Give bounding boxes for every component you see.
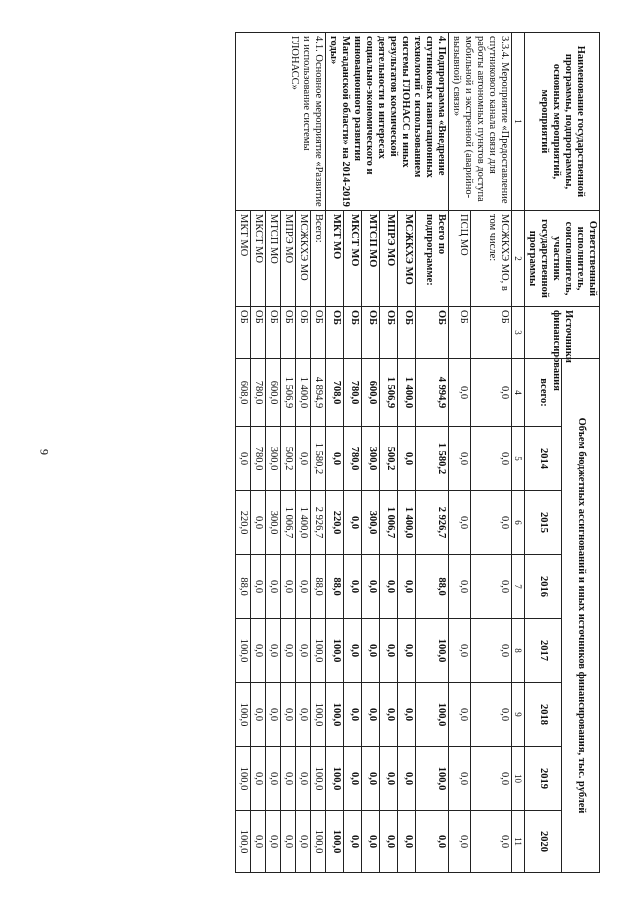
value-cell: 0,0 [344, 747, 362, 811]
value-cell: 0,0 [471, 747, 512, 811]
value-cell: 0,0 [296, 747, 311, 811]
value-cell: 0,0 [449, 427, 472, 491]
value-cell: 1 400,0 [398, 359, 416, 427]
source-cell: ОБ [326, 307, 344, 359]
value-cell: 500,2 [281, 427, 296, 491]
value-cell: 2 926,7 [416, 491, 449, 555]
value-cell: 1 580,2 [311, 427, 326, 491]
value-cell: 100,0 [236, 811, 251, 873]
value-cell: 1 506,9 [380, 359, 398, 427]
value-cell: 0,0 [362, 619, 380, 683]
value-cell: 0,0 [344, 491, 362, 555]
header-year: 2016 [525, 555, 563, 619]
column-index: 10 [512, 747, 525, 811]
header-year: 2014 [525, 427, 563, 491]
page-number: 9 [37, 449, 52, 455]
value-cell: 0,0 [471, 359, 512, 427]
value-cell: 1 400,0 [296, 491, 311, 555]
value-cell: 1 006,7 [380, 491, 398, 555]
executor-cell: МСЖКХЭ МО [296, 211, 311, 307]
column-index: 6 [512, 491, 525, 555]
value-cell: 600,0 [266, 359, 281, 427]
value-cell: 0,0 [449, 555, 472, 619]
header-year: 2017 [525, 619, 563, 683]
value-cell: 100,0 [416, 747, 449, 811]
executor-cell: МСЖКХЭ МО [398, 211, 416, 307]
value-cell: 0,0 [398, 683, 416, 747]
value-cell: 0,0 [398, 555, 416, 619]
value-cell: 0,0 [380, 747, 398, 811]
value-cell: 0,0 [471, 555, 512, 619]
table-row [416, 33, 449, 873]
program-name: 4. Подпрограмма «Внедрение спутниковых навигационных технологий с использованием системы ГЛОНАСС и иных результатов космической деятельности в интересах социально-экономического и инновационного развития Магаданской области» на 2014-2019 годы» [326, 33, 449, 211]
source-cell: ОБ [281, 307, 296, 359]
value-cell: 100,0 [311, 747, 326, 811]
source-cell: ОБ [236, 307, 251, 359]
table-body [236, 33, 512, 873]
column-index: 3 [512, 307, 525, 359]
source-cell: ОБ [416, 307, 449, 359]
value-cell: 0,0 [398, 427, 416, 491]
value-cell: 0,0 [362, 747, 380, 811]
value-cell: 100,0 [236, 619, 251, 683]
value-cell: 0,0 [281, 747, 296, 811]
source-cell: ОБ [471, 307, 512, 359]
value-cell: 0,0 [296, 683, 311, 747]
source-cell: ОБ [251, 307, 266, 359]
value-cell: 1 006,7 [281, 491, 296, 555]
value-cell: 0,0 [236, 427, 251, 491]
value-cell: 0,0 [266, 683, 281, 747]
executor-cell: Всего: [311, 211, 326, 307]
value-cell: 0,0 [398, 811, 416, 873]
value-cell: 0,0 [266, 811, 281, 873]
column-index: 8 [512, 619, 525, 683]
value-cell: 0,0 [344, 811, 362, 873]
value-cell: 0,0 [296, 811, 311, 873]
column-index: 1 [512, 33, 525, 211]
value-cell: 0,0 [344, 619, 362, 683]
value-cell: 0,0 [380, 811, 398, 873]
value-cell: 220,0 [326, 491, 344, 555]
value-cell: 0,0 [449, 811, 472, 873]
value-cell: 100,0 [311, 619, 326, 683]
value-cell: 0,0 [449, 683, 472, 747]
value-cell: 0,0 [449, 747, 472, 811]
source-cell: ОБ [398, 307, 416, 359]
header-year: 2015 [525, 491, 563, 555]
executor-cell: ПСЦ МО [449, 211, 472, 307]
value-cell: 0,0 [266, 619, 281, 683]
source-cell: ОБ [362, 307, 380, 359]
value-cell: 0,0 [281, 811, 296, 873]
value-cell: 0,0 [380, 555, 398, 619]
value-cell: 300,0 [266, 491, 281, 555]
table-row [311, 33, 326, 873]
source-cell: ОБ [296, 307, 311, 359]
value-cell: 4 994,9 [416, 359, 449, 427]
value-cell: 0,0 [449, 359, 472, 427]
value-cell: 780,0 [344, 359, 362, 427]
value-cell: 100,0 [236, 747, 251, 811]
value-cell: 300,0 [362, 427, 380, 491]
executor-cell: МКСТ МО [344, 211, 362, 307]
value-cell: 500,2 [380, 427, 398, 491]
value-cell: 100,0 [311, 683, 326, 747]
value-cell: 0,0 [449, 491, 472, 555]
executor-cell: МПРЭ МО [281, 211, 296, 307]
value-cell: 0,0 [266, 747, 281, 811]
header-funding: Объем бюджетных ассигнований и иных источников финансирования, тыс. рублей [562, 359, 600, 873]
column-index: 2 [512, 211, 525, 307]
value-cell: 300,0 [266, 427, 281, 491]
value-cell: 0,0 [471, 491, 512, 555]
value-cell: 0,0 [471, 619, 512, 683]
value-cell: 300,0 [362, 491, 380, 555]
column-index: 5 [512, 427, 525, 491]
value-cell: 600,0 [362, 359, 380, 427]
value-cell: 0,0 [281, 683, 296, 747]
value-cell: 88,0 [416, 555, 449, 619]
value-cell: 0,0 [281, 555, 296, 619]
value-cell: 0,0 [398, 619, 416, 683]
executor-cell: МТСП МО [266, 211, 281, 307]
value-cell: 0,0 [281, 619, 296, 683]
value-cell: 100,0 [326, 811, 344, 873]
source-cell: ОБ [311, 307, 326, 359]
value-cell: 220,0 [236, 491, 251, 555]
value-cell: 0,0 [471, 683, 512, 747]
program-name: 4.1. Основное мероприятие «Развитие и использование системы ГЛОНАСС» [236, 33, 326, 211]
value-cell: 1 400,0 [296, 359, 311, 427]
source-cell: ОБ [380, 307, 398, 359]
header-year: всего: [525, 359, 563, 427]
column-index: 9 [512, 683, 525, 747]
value-cell: 100,0 [326, 619, 344, 683]
header-executor: Ответственный исполнитель, соисполнитель, участник государственной программы [525, 211, 600, 307]
value-cell: 0,0 [416, 811, 449, 873]
budget-table [235, 32, 600, 873]
value-cell: 100,0 [416, 619, 449, 683]
value-cell: 0,0 [380, 619, 398, 683]
executor-cell: МТСП МО [362, 211, 380, 307]
value-cell: 708,0 [326, 359, 344, 427]
value-cell: 88,0 [236, 555, 251, 619]
value-cell: 780,0 [344, 427, 362, 491]
header-year: 2020 [525, 811, 563, 873]
value-cell: 608,0 [236, 359, 251, 427]
value-cell: 780,0 [251, 427, 266, 491]
value-cell: 88,0 [311, 555, 326, 619]
executor-cell: МКСТ МО [251, 211, 266, 307]
executor-cell: МСЖКХЭ МО, в том числе: [471, 211, 512, 307]
value-cell: 0,0 [251, 619, 266, 683]
value-cell: 0,0 [251, 491, 266, 555]
value-cell: 0,0 [344, 683, 362, 747]
value-cell: 4 894,9 [311, 359, 326, 427]
value-cell: 0,0 [251, 811, 266, 873]
value-cell: 0,0 [362, 683, 380, 747]
value-cell: 88,0 [326, 555, 344, 619]
value-cell: 2 926,7 [311, 491, 326, 555]
value-cell: 100,0 [326, 747, 344, 811]
value-cell: 100,0 [236, 683, 251, 747]
value-cell: 0,0 [296, 555, 311, 619]
rotated-page [40, 32, 600, 872]
value-cell: 1 580,2 [416, 427, 449, 491]
value-cell: 0,0 [471, 427, 512, 491]
header-source: Источники финансирования [525, 307, 600, 359]
header-year: 2018 [525, 683, 563, 747]
value-cell: 0,0 [251, 683, 266, 747]
value-cell: 0,0 [266, 555, 281, 619]
value-cell: 780,0 [251, 359, 266, 427]
value-cell: 0,0 [296, 427, 311, 491]
value-cell: 0,0 [251, 747, 266, 811]
value-cell: 0,0 [449, 619, 472, 683]
value-cell: 100,0 [416, 683, 449, 747]
column-index: 11 [512, 811, 525, 873]
value-cell: 100,0 [311, 811, 326, 873]
executor-cell: МКТ МО [326, 211, 344, 307]
program-name: 3.3.4. Мероприятие «Предоставление спутникового канала связи для работы автономных пунктов доступа мобильной и экстренной (аварийно-вызывной) связи» [449, 33, 512, 211]
column-index: 7 [512, 555, 525, 619]
header-name: Наименование государственной программы, подпрограммы, основных мероприятий, мероприятий [525, 33, 600, 211]
table-row [471, 33, 512, 873]
value-cell: 0,0 [362, 555, 380, 619]
value-cell: 0,0 [344, 555, 362, 619]
value-cell: 1 506,9 [281, 359, 296, 427]
value-cell: 0,0 [471, 811, 512, 873]
column-index: 4 [512, 359, 525, 427]
source-cell: ОБ [449, 307, 472, 359]
header-year: 2019 [525, 747, 563, 811]
value-cell: 0,0 [326, 427, 344, 491]
column-index-row [512, 33, 525, 873]
executor-cell: МПРЭ МО [380, 211, 398, 307]
value-cell: 0,0 [296, 619, 311, 683]
executor-cell: Всего по подпрограмме: [416, 211, 449, 307]
value-cell: 0,0 [362, 811, 380, 873]
value-cell: 100,0 [326, 683, 344, 747]
source-cell: ОБ [266, 307, 281, 359]
source-cell: ОБ [344, 307, 362, 359]
value-cell: 0,0 [380, 683, 398, 747]
value-cell: 0,0 [398, 747, 416, 811]
executor-cell: МКТ МО [236, 211, 251, 307]
value-cell: 1 400,0 [398, 491, 416, 555]
value-cell: 0,0 [251, 555, 266, 619]
